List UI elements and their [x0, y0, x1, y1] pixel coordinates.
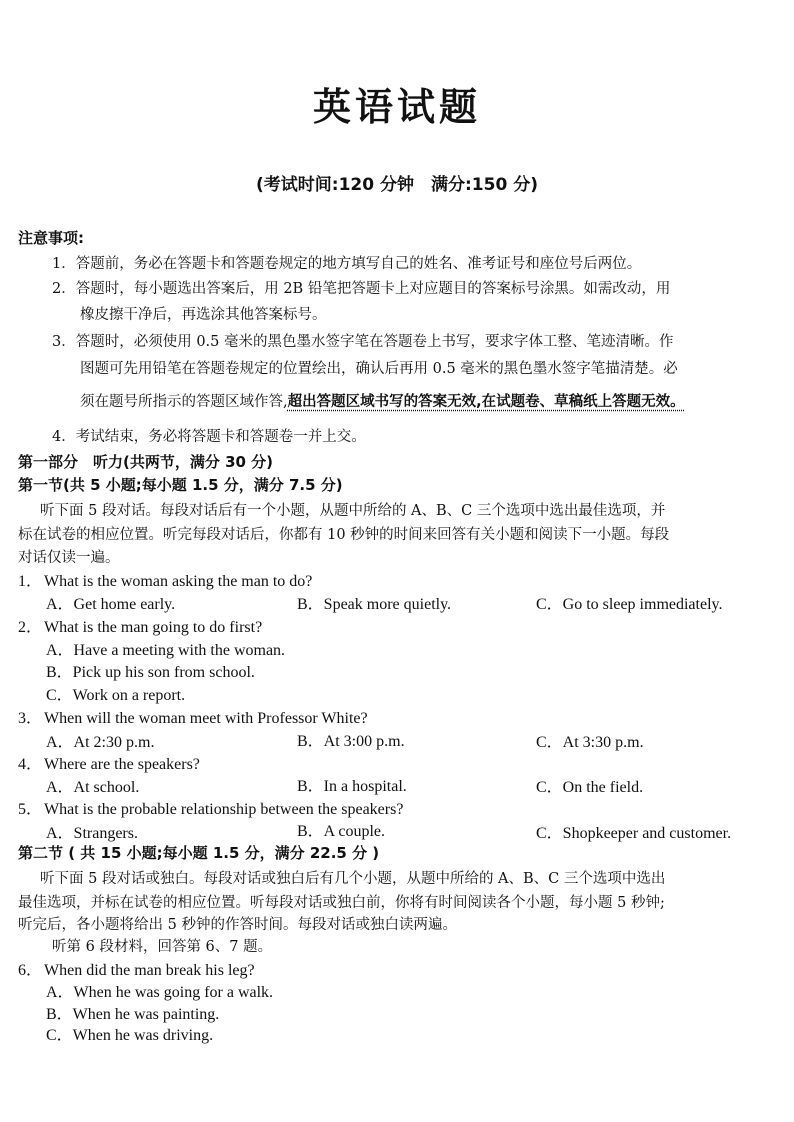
question-1-option-b: B．Speak more quietly.	[297, 596, 452, 613]
section1-intro-line3: 对话仅读一遍。	[18, 550, 120, 566]
question-4: 4． Where are the speakers?	[18, 756, 200, 773]
question-6: 6． When did the man break his leg?	[18, 962, 255, 979]
note-item-1: 1．答题前，务必在答题卡和答题卷规定的地方填写自己的姓名、准考证号和座位号后两位。	[52, 256, 642, 272]
question-4-option-b: B．In a hospital.	[297, 778, 407, 795]
section2-intro-line3: 听完后，各小题将给出 5 秒钟的作答时间。每段对话或独白读两遍。	[18, 917, 457, 933]
section2-intro-line1: 听下面 5 段对话或独白。每段对话或独白后有几个小题，从题中所给的 A、B、C 三个选项中选出	[40, 871, 666, 887]
question-5: 5． What is the probable relationship between the speakers?	[18, 801, 404, 818]
section1-intro-line1: 听下面 5 段对话。每段对话后有一个小题，从题中所给的 A、B、C 三个选项中选出最佳选项，并	[40, 503, 666, 519]
note-item-3-bold: 超出答题区域书写的答案无效,在试题卷、草稿纸上答题无效。	[287, 394, 685, 410]
question-1-option-c: C．Go to sleep immediately.	[536, 596, 723, 613]
question-6-option-b: B．When he was painting.	[46, 1006, 220, 1023]
question-3: 3． When will the woman meet with Professor White?	[18, 710, 368, 727]
material-note: 听第 6 段材料，回答第 6、7 题。	[52, 939, 273, 955]
note-item-4: 4．考试结束，务必将答题卡和答题卷一并上交。	[52, 429, 366, 445]
exam-info: (考试时间:120 分钟 满分:150 分)	[256, 175, 538, 195]
question-5-option-b: B．A couple.	[297, 823, 385, 840]
note-item-3-line2: 图题可先用铅笔在答题卷规定的位置绘出，确认后再用 0.5 毫米的黑色墨水签字笔描清楚。必	[80, 361, 678, 377]
question-1-option-a: A．Get home early.	[46, 596, 176, 613]
section2-heading: 第二节 ( 共 15 小题;每小题 1.5 分，满分 22.5 分 )	[18, 844, 380, 862]
question-5-option-c: C．Shopkeeper and customer.	[536, 825, 732, 842]
page-title: 英语试题	[312, 85, 481, 129]
question-2-option-b: B．Pick up his son from school.	[46, 664, 255, 681]
question-6-option-c: C．When he was driving.	[46, 1027, 214, 1044]
question-3-option-b: B．At 3:00 p.m.	[297, 733, 405, 750]
note-item-2-line2: 橡皮擦干净后，再选涂其他答案标号。	[80, 307, 327, 323]
section1-heading: 第一节(共 5 小题;每小题 1.5 分，满分 7.5 分)	[18, 476, 343, 494]
question-2-option-c: C．Work on a report.	[46, 687, 186, 704]
question-2: 2． What is the man going to do first?	[18, 619, 263, 636]
question-4-option-a: A．At school.	[46, 779, 140, 796]
question-3-option-c: C．At 3:30 p.m.	[536, 734, 644, 751]
question-6-option-a: A．When he was going for a walk.	[46, 984, 274, 1001]
note-item-3-line3	[80, 390, 685, 411]
note-item-3-plain: 须在题号所指示的答题区域作答,	[80, 394, 288, 410]
note-item-3-line1: 3．答题时，必须使用 0.5 毫米的黑色墨水签字笔在答题卷上书写，要求字体工整、笔迹清晰。作	[52, 334, 674, 350]
notes-heading: 注意事项:	[18, 229, 84, 247]
question-5-option-a: A．Strangers.	[46, 825, 138, 842]
part1-heading: 第一部分 听力(共两节，满分 30 分)	[18, 453, 274, 471]
question-4-option-c: C．On the field.	[536, 779, 644, 796]
section1-intro-line2: 标在试卷的相应位置。听完每段对话后，你都有 10 秒钟的时间来回答有关小题和阅读下一小题。每段	[18, 527, 670, 543]
section2-intro-line2: 最佳选项，并标在试卷的相应位置。听每段对话或独白前，你将有时间阅读各个小题，每小题 5 秒钟;	[18, 895, 665, 911]
note-item-2-line1: 2．答题时，每小题选出答案后，用 2B 铅笔把答题卡上对应题目的答案标号涂黑。如需改动，用	[52, 281, 671, 297]
question-3-option-a: A．At 2:30 p.m.	[46, 734, 155, 751]
question-2-option-a: A．Have a meeting with the woman.	[46, 642, 286, 659]
question-1: 1． What is the woman asking the man to do?	[18, 573, 313, 590]
